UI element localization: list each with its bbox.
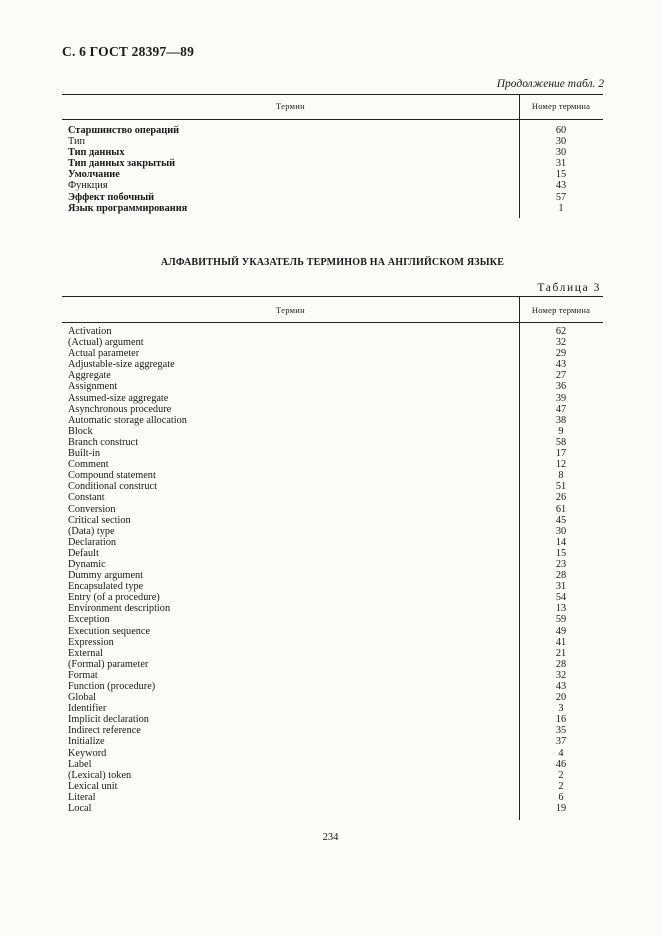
term-number-cell: 23 bbox=[555, 558, 567, 570]
term-cell: Assumed-size aggregate bbox=[68, 392, 169, 404]
table3-header-number: Номер термина bbox=[531, 305, 591, 315]
term-number-cell: 15 bbox=[555, 169, 567, 181]
term-cell: Global bbox=[68, 692, 97, 704]
term-cell: Comment bbox=[68, 459, 109, 471]
term-cell: Compound statement bbox=[68, 470, 156, 482]
term-cell: Dummy argument bbox=[68, 570, 144, 582]
term-cell: Constant bbox=[68, 492, 105, 504]
term-number-cell: 60 bbox=[555, 125, 567, 136]
term-number-cell: 32 bbox=[555, 337, 567, 349]
term-cell: Implicit declaration bbox=[68, 714, 149, 726]
term-cell: Actual parameter bbox=[68, 348, 140, 360]
term-number-cell: 14 bbox=[555, 536, 567, 548]
table3 bbox=[62, 296, 603, 820]
term-cell: (Actual) argument bbox=[68, 337, 144, 349]
term-cell: Старшинство операций bbox=[68, 125, 180, 136]
term-cell: Умолчание bbox=[68, 169, 120, 181]
table-row bbox=[62, 381, 603, 392]
table-row bbox=[62, 180, 603, 191]
term-number-cell: 36 bbox=[555, 381, 567, 393]
term-cell: Environment description bbox=[68, 603, 171, 615]
table2-header-rule bbox=[62, 119, 603, 120]
table-row bbox=[62, 692, 603, 703]
table-row bbox=[62, 337, 603, 348]
table-row bbox=[62, 470, 603, 481]
table-row bbox=[62, 415, 603, 426]
table-row bbox=[62, 147, 603, 158]
table-row bbox=[62, 359, 603, 370]
term-number-cell: 57 bbox=[555, 191, 567, 203]
term-cell: (Data) type bbox=[68, 525, 115, 537]
table3-top-rule bbox=[62, 296, 603, 297]
table3-header-term: Термин bbox=[275, 305, 306, 315]
term-number-cell: 47 bbox=[555, 403, 567, 415]
table2-body bbox=[62, 125, 603, 214]
table-row bbox=[62, 626, 603, 637]
term-number-cell: 43 bbox=[555, 681, 567, 692]
table2-header-term: Термин bbox=[275, 101, 306, 111]
table-row bbox=[62, 637, 603, 648]
term-cell: Identifier bbox=[68, 703, 107, 715]
term-number-cell: 16 bbox=[555, 714, 567, 726]
term-number-cell: 19 bbox=[555, 803, 567, 815]
term-number-cell: 41 bbox=[555, 636, 567, 648]
table-row bbox=[62, 603, 603, 614]
table-row bbox=[62, 670, 603, 681]
table-row bbox=[62, 448, 603, 459]
term-number-cell: 17 bbox=[555, 448, 567, 460]
term-number-cell: 8 bbox=[558, 470, 564, 482]
term-cell: Функция bbox=[68, 180, 108, 192]
table-row bbox=[62, 158, 603, 169]
term-cell: Тип bbox=[68, 136, 86, 148]
term-number-cell: 39 bbox=[555, 392, 567, 404]
table3-header-rule bbox=[62, 322, 603, 323]
table-row bbox=[62, 169, 603, 180]
table-row bbox=[62, 515, 603, 526]
term-number-cell: 15 bbox=[555, 547, 567, 559]
table-row bbox=[62, 459, 603, 470]
term-cell: Encapsulated type bbox=[68, 581, 144, 593]
table-row bbox=[62, 781, 603, 792]
term-number-cell: 31 bbox=[555, 581, 567, 593]
table-row bbox=[62, 703, 603, 714]
table-row bbox=[62, 736, 603, 747]
table2-top-rule bbox=[62, 94, 603, 95]
table3-caption: Таблица 3 bbox=[537, 282, 601, 294]
term-cell: Тип данных bbox=[68, 147, 125, 159]
term-cell: Literal bbox=[68, 791, 96, 803]
term-cell: Block bbox=[68, 425, 93, 437]
term-number-cell: 27 bbox=[555, 370, 567, 382]
term-cell: Adjustable-size aggregate bbox=[68, 359, 175, 371]
table-row bbox=[62, 136, 603, 147]
page-header: С. 6 ГОСТ 28397—89 bbox=[62, 44, 195, 59]
page-number: 234 bbox=[322, 832, 339, 843]
term-number-cell: 2 bbox=[558, 769, 564, 781]
term-cell: (Formal) parameter bbox=[68, 658, 149, 670]
term-cell: Entry (of a procedure) bbox=[68, 592, 160, 604]
table-row bbox=[62, 348, 603, 359]
term-number-cell: 51 bbox=[555, 481, 567, 493]
term-cell: External bbox=[68, 647, 103, 659]
term-number-cell: 46 bbox=[555, 758, 567, 770]
table-row bbox=[62, 404, 603, 415]
term-cell: Local bbox=[68, 803, 92, 815]
term-number-cell: 28 bbox=[555, 658, 567, 670]
table-row bbox=[62, 759, 603, 770]
term-number-cell: 37 bbox=[555, 736, 567, 748]
table-row bbox=[62, 203, 603, 214]
term-number-cell: 38 bbox=[555, 414, 567, 426]
term-cell: Keyword bbox=[68, 747, 107, 759]
table-row bbox=[62, 681, 603, 692]
term-number-cell: 35 bbox=[555, 725, 567, 737]
term-cell: Format bbox=[68, 669, 98, 681]
table-row bbox=[62, 581, 603, 592]
table-row bbox=[62, 426, 603, 437]
term-cell: Тип данных закрытый bbox=[68, 158, 176, 170]
term-number-cell: 45 bbox=[555, 514, 567, 526]
table-row bbox=[62, 537, 603, 548]
term-cell: Assignment bbox=[68, 381, 118, 393]
term-number-cell: 30 bbox=[555, 525, 567, 537]
table-row bbox=[62, 592, 603, 603]
table-row bbox=[62, 526, 603, 537]
term-number-cell: 43 bbox=[555, 359, 567, 371]
term-number-cell: 32 bbox=[555, 669, 567, 681]
term-number-cell: 6 bbox=[558, 791, 564, 803]
table-row bbox=[62, 803, 603, 814]
table-row bbox=[62, 192, 603, 203]
term-number-cell: 13 bbox=[555, 603, 567, 615]
term-number-cell: 59 bbox=[555, 614, 567, 626]
term-number-cell: 21 bbox=[555, 647, 567, 659]
table-row bbox=[62, 570, 603, 581]
term-number-cell: 28 bbox=[555, 570, 567, 582]
term-number-cell: 9 bbox=[558, 425, 564, 437]
term-cell: Conditional construct bbox=[68, 481, 157, 493]
table-row bbox=[62, 659, 603, 670]
term-cell: Default bbox=[68, 547, 99, 559]
table-row bbox=[62, 559, 603, 570]
table-row bbox=[62, 125, 603, 136]
term-number-cell: 31 bbox=[555, 158, 567, 170]
term-number-cell: 26 bbox=[555, 492, 567, 504]
term-cell: Indirect reference bbox=[68, 725, 141, 737]
term-cell: (Lexical) token bbox=[68, 769, 132, 781]
term-number-cell: 62 bbox=[555, 326, 567, 337]
term-number-cell: 30 bbox=[555, 136, 567, 148]
term-cell: Эффект побочный bbox=[68, 191, 155, 203]
term-cell: Aggregate bbox=[68, 370, 111, 382]
term-cell: Critical section bbox=[68, 514, 131, 526]
term-cell: Function (procedure) bbox=[68, 681, 156, 692]
term-number-cell: 12 bbox=[555, 459, 567, 471]
table2-header-number: Номер термина bbox=[531, 101, 591, 111]
table-row bbox=[62, 648, 603, 659]
table-row bbox=[62, 437, 603, 448]
term-number-cell: 20 bbox=[555, 692, 567, 704]
table-row bbox=[62, 548, 603, 559]
term-cell: Branch construct bbox=[68, 436, 139, 448]
term-number-cell: 4 bbox=[558, 747, 564, 759]
term-cell: Asynchronous procedure bbox=[68, 403, 172, 415]
term-cell: Label bbox=[68, 758, 92, 770]
table-row bbox=[62, 725, 603, 736]
table-row bbox=[62, 393, 603, 404]
term-number-cell: 1 bbox=[558, 202, 564, 214]
term-cell: Dynamic bbox=[68, 558, 106, 570]
table3-body bbox=[62, 326, 603, 814]
term-cell: Expression bbox=[68, 636, 114, 648]
table-row bbox=[62, 370, 603, 381]
table-row bbox=[62, 504, 603, 515]
term-cell: Execution sequence bbox=[68, 625, 151, 637]
term-number-cell: 3 bbox=[558, 703, 564, 715]
term-number-cell: 2 bbox=[558, 780, 564, 792]
table-row bbox=[62, 614, 603, 625]
term-cell: Exception bbox=[68, 614, 110, 626]
table-row bbox=[62, 792, 603, 803]
term-number-cell: 43 bbox=[555, 180, 567, 192]
table-row bbox=[62, 770, 603, 781]
term-number-cell: 49 bbox=[555, 625, 567, 637]
term-cell: Built-in bbox=[68, 448, 101, 460]
term-number-cell: 29 bbox=[555, 348, 567, 360]
term-number-cell: 54 bbox=[555, 592, 567, 604]
term-number-cell: 61 bbox=[555, 503, 567, 515]
table-row bbox=[62, 481, 603, 492]
term-cell: Declaration bbox=[68, 536, 117, 548]
table-row bbox=[62, 326, 603, 337]
table2 bbox=[62, 94, 603, 218]
table-row bbox=[62, 748, 603, 759]
term-number-cell: 30 bbox=[555, 147, 567, 159]
term-number-cell: 58 bbox=[555, 436, 567, 448]
section-title: АЛФАВИТНЫЙ УКАЗАТЕЛЬ ТЕРМИНОВ НА АНГЛИЙСКОМ ЯЗЫКЕ bbox=[160, 257, 505, 268]
term-cell: Activation bbox=[68, 326, 112, 337]
term-cell: Lexical unit bbox=[68, 780, 118, 792]
term-cell: Initialize bbox=[68, 736, 105, 748]
table2-caption: Продолжение табл. 2 bbox=[496, 78, 604, 90]
term-cell: Conversion bbox=[68, 503, 116, 515]
term-cell: Язык программирования bbox=[68, 202, 188, 214]
table-row bbox=[62, 714, 603, 725]
term-cell: Automatic storage allocation bbox=[68, 414, 187, 426]
table-row bbox=[62, 492, 603, 503]
